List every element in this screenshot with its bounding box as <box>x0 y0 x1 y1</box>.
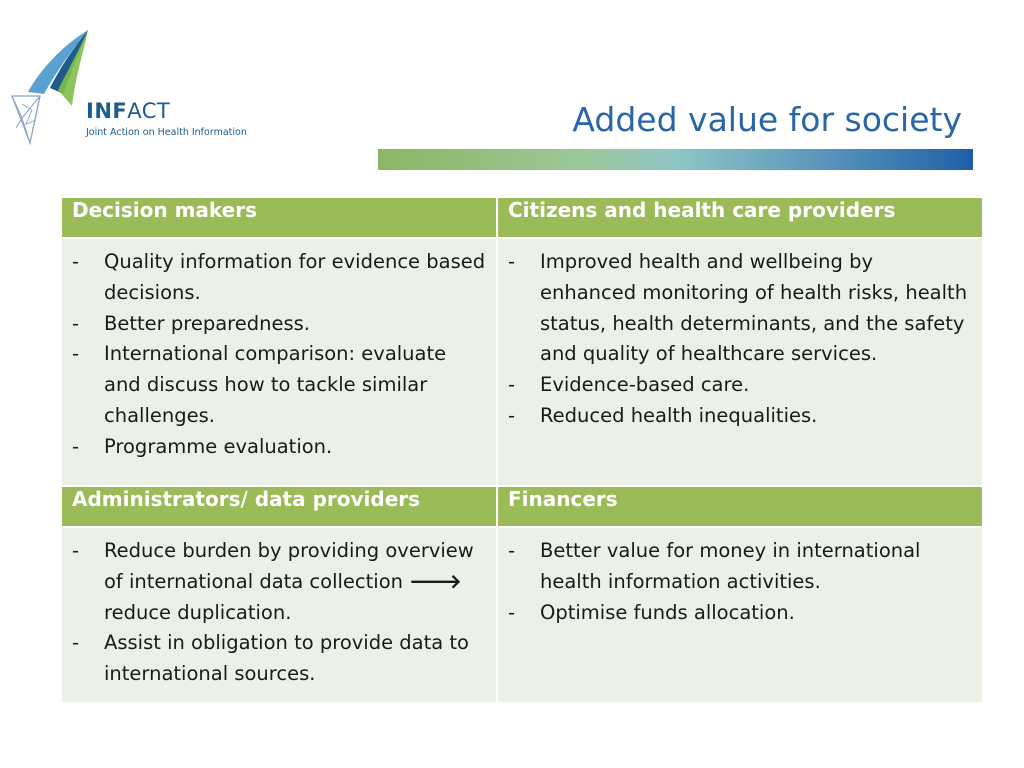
bullet-dash: - <box>508 250 516 273</box>
list-item <box>506 247 972 370</box>
infact-logo <box>10 28 247 150</box>
cell-financers <box>497 527 983 703</box>
bullet-dash: - <box>72 434 80 458</box>
list-item <box>70 247 486 309</box>
bullet-list <box>506 247 972 432</box>
bullet-dash: - <box>508 539 516 562</box>
bullet-dash: - <box>72 539 80 562</box>
list-item-text: Programme evaluation. <box>104 434 333 458</box>
bullet-dash: - <box>72 631 80 655</box>
stakeholder-table <box>60 196 984 704</box>
list-item <box>70 339 486 431</box>
header-row <box>61 486 983 527</box>
list-item-text: Quality information for evidence based decisions. <box>104 250 486 304</box>
arrow-right-icon: 🡒 <box>409 569 462 593</box>
list-item <box>70 536 486 628</box>
list-item <box>506 401 972 432</box>
list-item-text: Reduced health inequalities. <box>540 403 818 427</box>
bullet-dash: - <box>508 600 516 624</box>
header-decision-makers: Decision makers <box>61 197 497 238</box>
list-item-text: Reduce burden by providing overview of international data collection <box>104 539 474 593</box>
cell-citizens <box>497 238 983 486</box>
logo-name-bold: INF <box>86 99 128 123</box>
list-item-text: Better value for money in international health information activities. <box>540 539 921 593</box>
list-item <box>70 432 486 463</box>
list-item <box>506 598 972 629</box>
list-item-text: International comparison: evaluate and discuss how to tackle similar challenges. <box>104 342 447 427</box>
list-item-text-tail: reduce duplication. <box>104 600 292 624</box>
bullet-dash: - <box>72 250 80 273</box>
list-item-text: Improved health and wellbeing by enhanced monitoring of health risks, health status, health determinants, and the safety and quality of healthcare services. <box>540 250 968 366</box>
header-administrators: Administrators/ data providers <box>61 486 497 527</box>
bullet-dash: - <box>72 342 80 366</box>
bullet-dash: - <box>508 373 516 397</box>
bullet-dash: - <box>508 403 516 427</box>
cell-administrators <box>61 527 497 703</box>
logo-tagline: Joint Action on Health Information <box>86 127 247 138</box>
infact-logo-mark-icon <box>10 28 90 148</box>
list-item <box>70 309 486 340</box>
header-citizens: Citizens and health care providers <box>497 197 983 238</box>
logo-name-light: ACT <box>127 99 171 123</box>
header-financers: Financers <box>497 486 983 527</box>
bullet-list <box>506 536 972 628</box>
header-row <box>61 197 983 238</box>
bullet-list <box>70 536 486 690</box>
list-item <box>506 536 972 598</box>
body-row <box>61 527 983 703</box>
bullet-dash: - <box>72 311 80 335</box>
list-item <box>506 370 972 401</box>
cell-decision-makers <box>61 238 497 486</box>
list-item-text: Evidence-based care. <box>540 373 750 397</box>
list-item-text: Assist in obligation to provide data to international sources. <box>104 631 469 686</box>
bullet-list <box>70 247 486 463</box>
list-item-text: Better preparedness. <box>104 311 311 335</box>
body-row <box>61 238 983 486</box>
logo-name <box>86 99 170 123</box>
list-item-text: Optimise funds allocation. <box>540 600 795 624</box>
title-gradient-bar <box>378 149 973 170</box>
slide-title: Added value for society <box>572 100 962 139</box>
list-item <box>70 628 486 690</box>
